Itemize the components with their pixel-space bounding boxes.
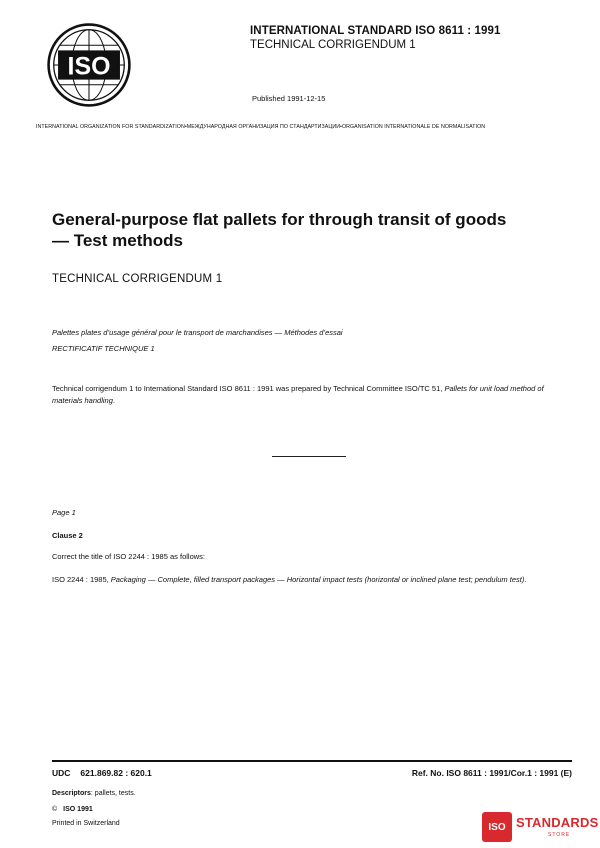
descriptors-value: : pallets, tests. — [90, 790, 136, 797]
organization-line: INTERNATIONAL ORGANIZATION FOR STANDARDIZATION•МЕЖДУНАРОДНАЯ ОРГАНИЗАЦИЯ ПО СТАНДАРТИЗАЦИИ•ORGANISATION INTERNATIONALE DE NORMALISATION — [36, 124, 486, 130]
badge-word: STANDARDS — [516, 815, 599, 830]
reference-end: . — [524, 575, 527, 584]
reference-number-footer: Ref. No. ISO 8611 : 1991/Cor.1 : 1991 (E) — [411, 768, 572, 778]
clause-heading: Clause 2 — [52, 531, 83, 540]
foreword-paragraph — [52, 383, 572, 407]
french-title: Palettes plates d’usage général pour le transport de marchandises — Méthodes d’essai — [52, 328, 343, 337]
descriptors-label: Descriptors — [52, 790, 91, 797]
copyright-text: ISO 1991 — [63, 806, 93, 813]
document-subtitle: TECHNICAL CORRIGENDUM 1 — [52, 273, 223, 285]
page-label: Page 1 — [52, 508, 76, 517]
printed-in: Printed in Switzerland — [52, 820, 120, 827]
footer-rule — [52, 760, 572, 762]
standards-store-badge[interactable] — [482, 812, 599, 842]
foreword-committee-title: Pallets for unit load method of materials handling — [52, 384, 544, 405]
document-title: General-purpose flat pallets for through transit of goods — Test methods — [52, 210, 507, 250]
foreword-text: Technical corrigendum 1 to International Standard ISO 8611 : 1991 was prepared by Technical Committee ISO/TC 51, — [52, 384, 445, 393]
reference-title: Packaging — Complete, filled transport packages — Horizontal impact tests (horizontal or inclined plane test; pendulum test) — [110, 575, 525, 584]
udc-label: UDC — [52, 768, 71, 778]
udc-value: 621.869.82 : 620.1 — [80, 768, 152, 778]
iso-logo — [46, 22, 132, 108]
corrigendum-label: TECHNICAL CORRIGENDUM 1 — [250, 39, 416, 51]
reference-number: ISO 2244 : 1985, — [52, 575, 111, 584]
corrected-reference — [52, 574, 572, 585]
french-subtitle: RECTIFICATIF TECHNIQUE 1 — [52, 344, 155, 353]
correction-instruction: Correct the title of ISO 2244 : 1985 as follows: — [52, 552, 205, 561]
published-date: Published 1991-12-15 — [252, 94, 326, 103]
copyright-icon: © — [52, 806, 58, 813]
standard-number: INTERNATIONAL STANDARD ISO 8611 : 1991 — [250, 25, 501, 37]
badge-sub: STORE — [548, 832, 571, 838]
copyright — [52, 806, 93, 813]
foreword-end: . — [112, 396, 115, 405]
separator-line — [272, 456, 346, 457]
udc-line — [52, 768, 152, 778]
logo-text: ISO — [67, 52, 111, 81]
descriptors — [52, 790, 136, 797]
badge-iso-icon: ISO — [482, 812, 512, 842]
